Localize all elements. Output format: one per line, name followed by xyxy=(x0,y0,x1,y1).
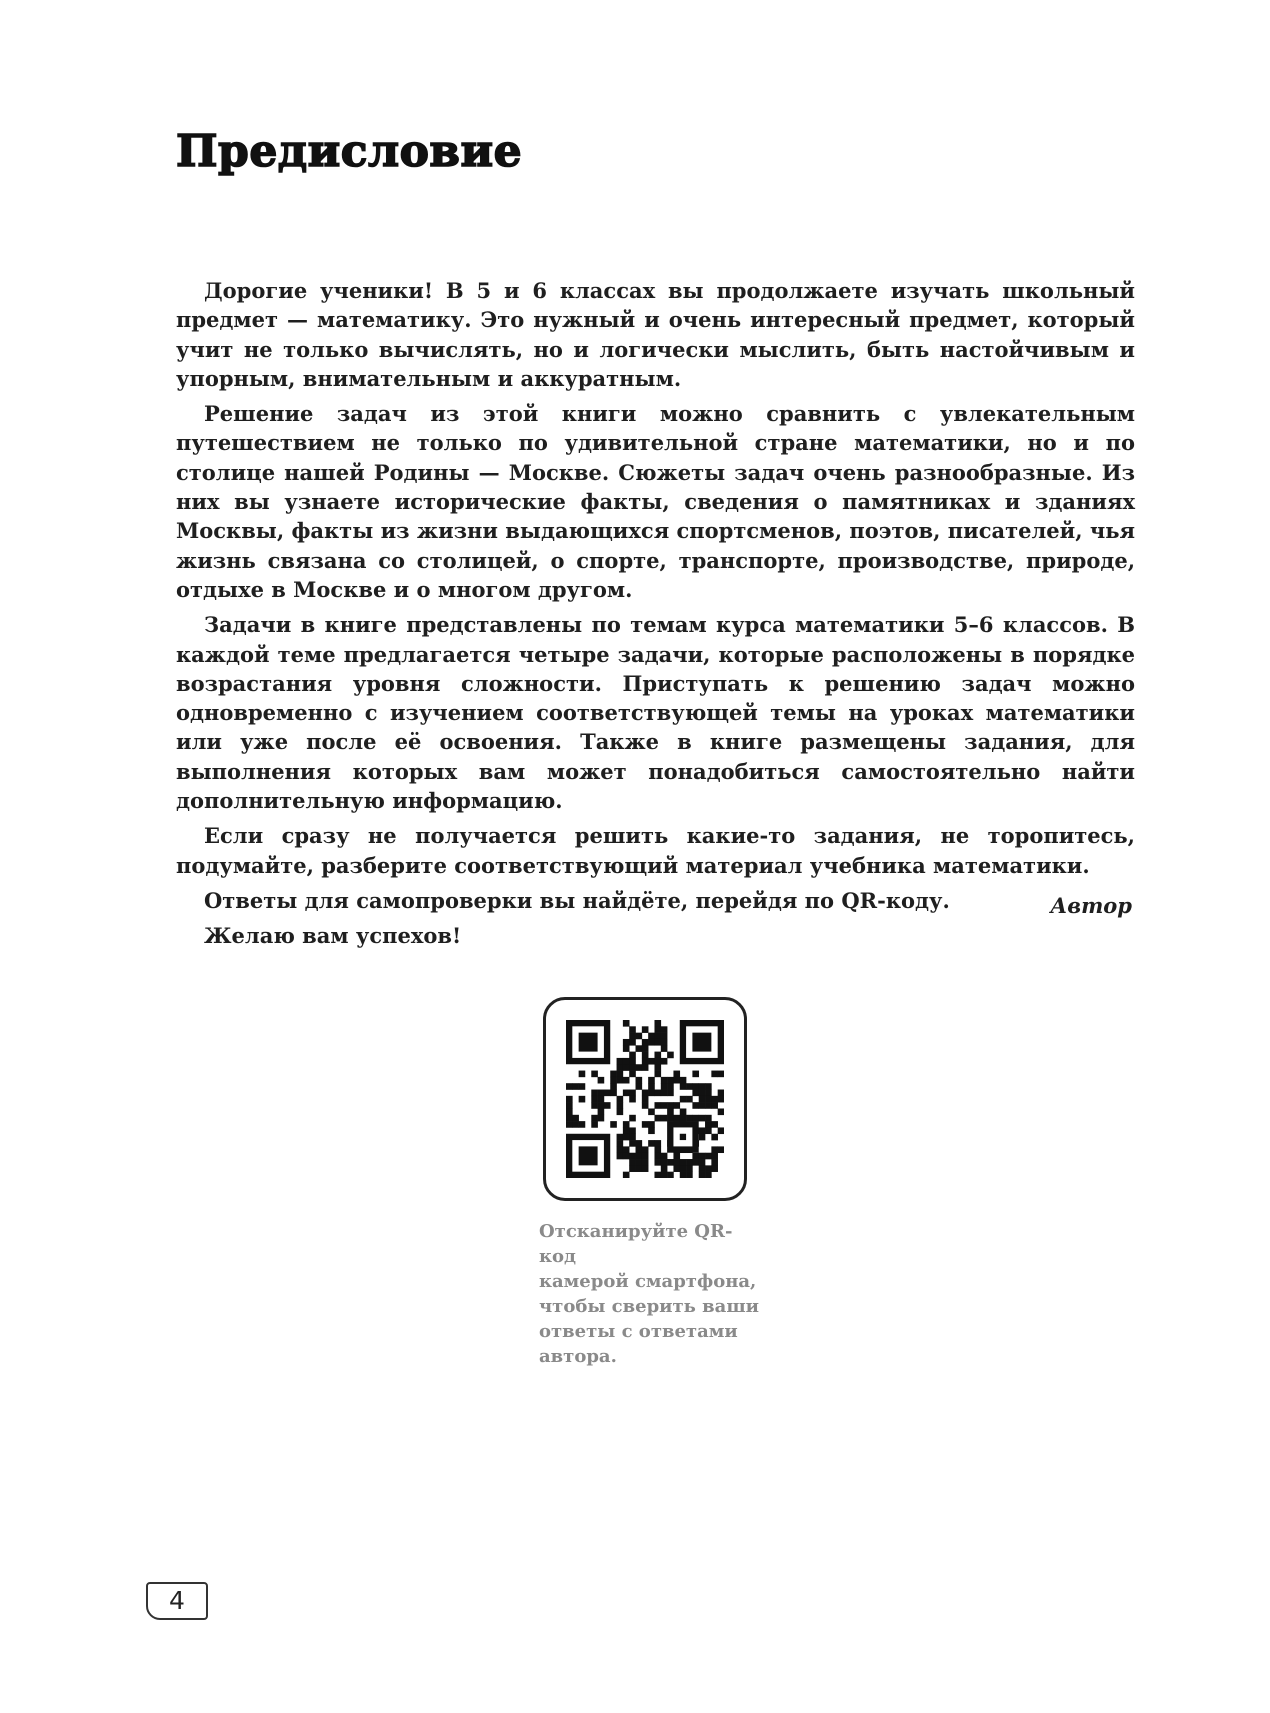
page-title: Предисловие xyxy=(176,126,523,177)
qr-caption-line: чтобы сверить ваши xyxy=(539,1296,760,1317)
qr-caption-line: ответы с ответами xyxy=(539,1321,738,1342)
paragraph: Если сразу не получается решить какие-то задания, не торопитесь, подумайте, разберите соответствующий материал учебника математики. xyxy=(176,823,1135,878)
preface-body xyxy=(176,276,1135,957)
qr-code-icon[interactable] xyxy=(566,1020,724,1178)
qr-code-frame[interactable] xyxy=(543,997,747,1201)
page-number: 4 xyxy=(146,1582,208,1620)
paragraph: Решение задач из этой книги можно сравнить с увлекательным путешествием не только по удивительной стране математики, но и по столице нашей Родины — Москве. Сюжеты задач очень разнообразные. Из них вы узнаете исторические факты, сведения о памятниках и зданиях Москвы, факты из жизни выдающихся спортсменов, поэтов, писателей, чья жизнь связана со столицей, о спорте, транспорте, производстве, природе, отдыхе в Москве и о многом другом. xyxy=(176,401,1135,602)
author-signature: Автор xyxy=(1050,893,1132,918)
qr-caption xyxy=(539,1219,769,1369)
qr-caption-line: камерой смартфона, xyxy=(539,1271,757,1292)
paragraph: Желаю вам успехов! xyxy=(204,923,462,949)
paragraph: Задачи в книге представлены по темам курса математики 5–6 классов. В каждой теме предлагается четыре задачи, которые расположены в порядке возрастания уровня сложности. Приступать к решению задач можно одновременно с изучением соответствующей темы на уроках математики или уже после её освоения. Также в книге размещены задания, для выполнения которых вам может понадобиться самостоятельно найти дополнительную информацию. xyxy=(176,612,1135,814)
qr-caption-line: Отсканируйте QR-код xyxy=(539,1221,733,1267)
paragraph: Ответы для самопроверки вы найдёте, перейдя по QR-коду. xyxy=(204,887,950,913)
qr-caption-line: автора. xyxy=(539,1346,617,1367)
paragraph: Дорогие ученики! В 5 и 6 классах вы продолжаете изучать школьный предмет — математику. Это нужный и очень интересный предмет, который учит не только вычислять, но и логически мыслить, быть настойчивым и упорным, внимательным и аккуратным. xyxy=(176,278,1135,391)
